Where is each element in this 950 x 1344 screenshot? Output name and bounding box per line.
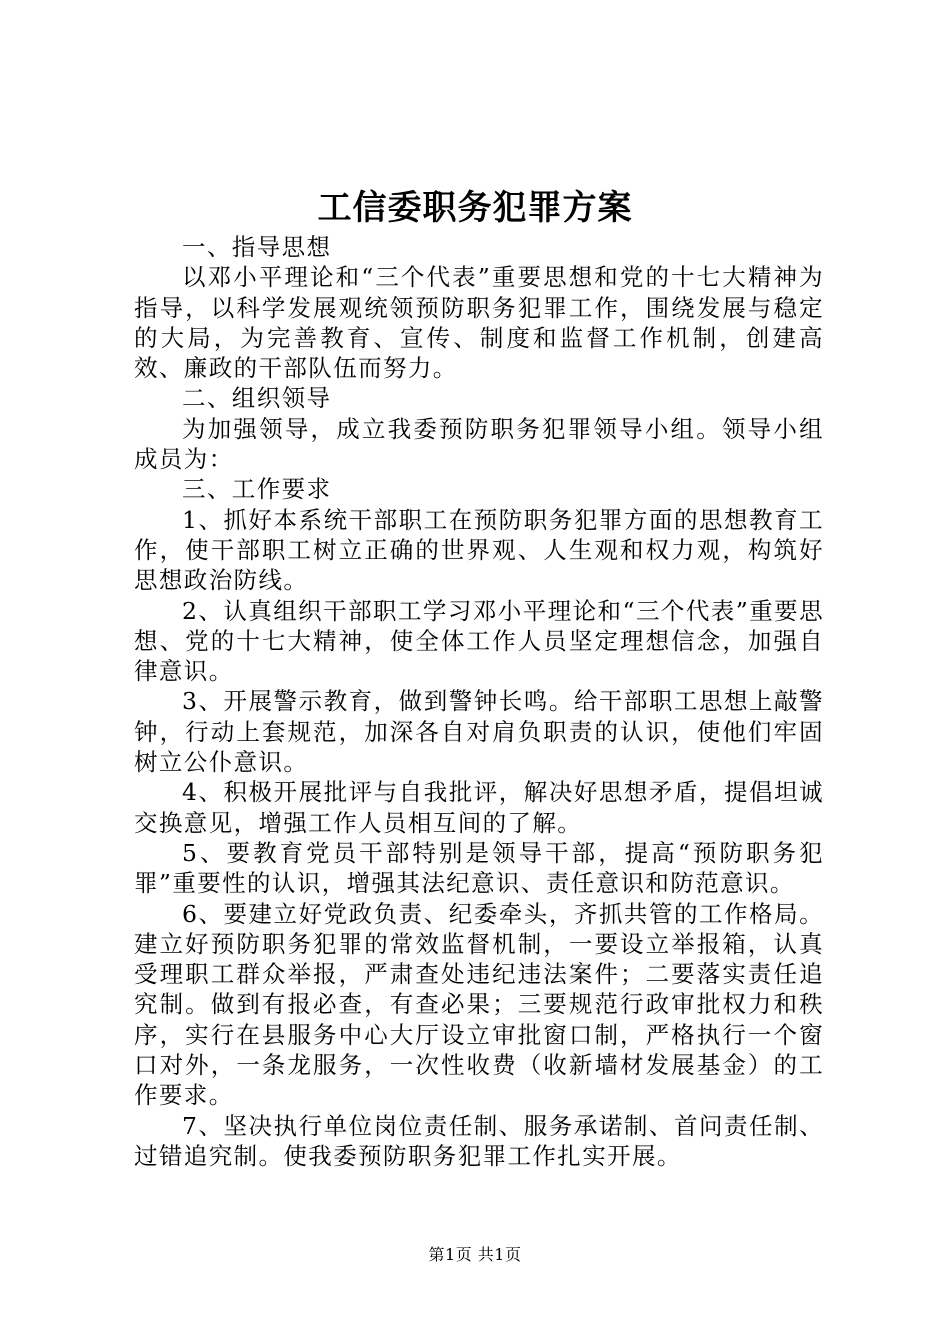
requirement-item-4: 4、积极开展批评与自我批评，解决好思想矛盾，提倡坦诚交换意见，增强工作人员相互间的了解。 (134, 778, 824, 837)
document-body (134, 232, 824, 1171)
requirement-item-3: 3、开展警示教育，做到警钟长鸣。给干部职工思想上敲警钟，行动上套规范，加深各自对肩负职责的认识，使他们牢固树立公仆意识。 (134, 687, 824, 777)
section-heading-work-requirements: 三、工作要求 (182, 475, 332, 504)
document-title: 工信委职务犯罪方案 (317, 188, 633, 228)
requirement-item-6: 6、要建立好党政负责、纪委牵头，齐抓共管的工作格局。建立好预防职务犯罪的常效监督机制，一要设立举报箱，认真受理职工群众举报，严肃查处违纪违法案件；二要落实责任追究制。做到有报必查，有查必果；三要规范行政审批权力和秩序，实行在县服务中心大厅设立审批窗口制，严格执行一个窗口对外，一条龙服务，一次性收费（收新墙材发展基金）的工作要求。 (134, 899, 824, 1110)
section-heading-organization: 二、组织领导 (182, 384, 332, 413)
requirement-item-2: 2、认真组织干部职工学习邓小平理论和“三个代表”重要思想、党的十七大精神，使全体工作人员坚定理想信念，加强自律意识。 (134, 596, 824, 686)
paragraph-guiding-ideology: 以邓小平理论和“三个代表”重要思想和党的十七大精神为指导，以科学发展观统领预防职务犯罪工作，围绕发展与稳定的大局，为完善教育、宣传、制度和监督工作机制，创建高效、廉政的干部队伍而努力。 (134, 263, 824, 383)
section-heading-guiding-ideology: 一、指导思想 (182, 233, 332, 261)
requirement-item-5: 5、要教育党员干部特别是领导干部，提高“预防职务犯罪”重要性的认识，增强其法纪意识、责任意识和防范意识。 (134, 838, 824, 898)
page-number-footer: 第1页 共1页 (428, 1245, 522, 1264)
requirement-item-1: 1、抓好本系统干部职工在预防职务犯罪方面的思想教育工作，使干部职工树立正确的世界观、人生观和权力观，构筑好思想政治防线。 (134, 505, 824, 595)
requirement-item-7: 7、坚决执行单位岗位责任制、服务承诺制、首问责任制、过错追究制。使我委预防职务犯罪工作扎实开展。 (134, 1111, 824, 1170)
paragraph-organization: 为加强领导，成立我委预防职务犯罪领导小组。领导小组成员为： (134, 414, 824, 474)
